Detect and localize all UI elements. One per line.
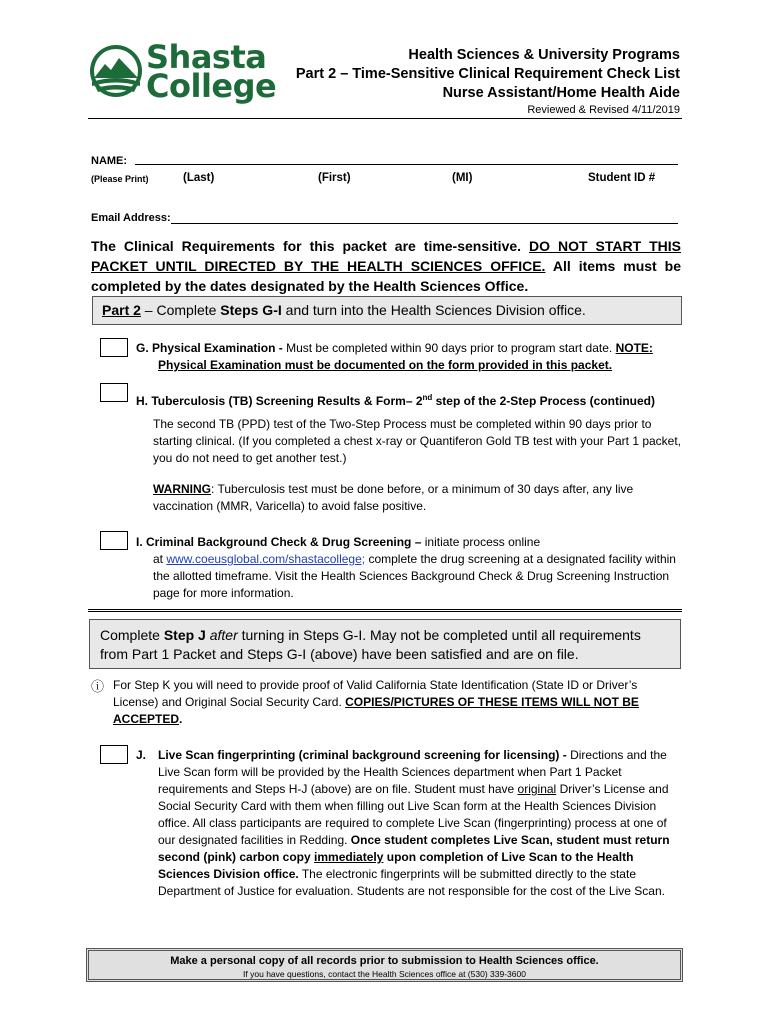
last-name-label: (Last) [183, 172, 215, 184]
item-j-b2: upon completion of Live Scan to the Health Sciences Division office. [158, 850, 634, 881]
item-h-title-b: step of the 2-Step Process (continued) [432, 394, 655, 408]
item-g [136, 340, 681, 374]
info-note [113, 677, 675, 728]
intro-bold1: The Clinical Requirements for this packet are time-sensitive. [91, 238, 522, 254]
item-j-body [158, 747, 680, 900]
intro-paragraph [91, 236, 681, 296]
student-id-label: Student ID # [588, 172, 656, 184]
item-h-title-a: H. Tuberculosis (TB) Screening Results & Form– 2 [136, 394, 423, 408]
header-subtitle: Part 2 – Time-Sensitive Clinical Requirement Check List [295, 66, 680, 82]
email-field[interactable] [171, 210, 678, 224]
item-i-at: at [153, 552, 167, 566]
footer-line1: Make a personal copy of all records prior to submission to Health Sciences office. [170, 955, 599, 967]
item-h-paragraph: The second TB (PPD) test of the Two-Step Process must be completed within 90 days prior to starting clinical. (If you completed a chest x-ray or Quantiferon Gold TB test with your Part 1 packet, you do not need to get another test.) [153, 417, 682, 465]
item-j-b1: Once student completes Live Scan, student must return second (pink) carbon copy [158, 833, 670, 864]
warning-label: WARNING [153, 482, 211, 496]
item-g-text: Must be completed within 90 days prior to program start date. [282, 341, 616, 355]
info-period: . [179, 712, 183, 726]
item-j-t3: The electronic fingerprints will be submitted directly to the state Department of Justice for evaluation. Students are not responsible for the cost of the Live Scan. [158, 867, 665, 898]
item-j-original: original [517, 782, 557, 796]
item-g-note: NOTE: [615, 341, 653, 355]
checkbox-item-h[interactable] [100, 383, 128, 402]
part2-rest: and turn into the Health Sciences Division office. [281, 302, 586, 318]
part2-dash: – Complete [140, 302, 221, 318]
part2-steps: Steps G-I [220, 302, 282, 318]
name-label: NAME: [91, 155, 128, 167]
footer-box [86, 948, 683, 982]
item-i [136, 534, 681, 551]
step-j-banner [89, 619, 681, 669]
item-i-body [153, 551, 683, 602]
item-g-note-line: Physical Examination must be documented on the form provided in this packet. [158, 358, 613, 372]
checkbox-item-g[interactable] [100, 338, 128, 357]
header-title: Health Sciences & University Programs [408, 47, 680, 63]
warning-text: : Tuberculosis test must be done before, or a minimum of 30 days after, any live vaccination (MMR, Varicella) to avoid false positive. [153, 482, 634, 513]
revised-date: Reviewed & Revised 4/11/2019 [527, 104, 680, 116]
item-h-sup: nd [422, 393, 433, 402]
part2-banner [92, 296, 682, 325]
first-name-label: (First) [318, 172, 351, 184]
checkbox-item-i[interactable] [100, 531, 128, 550]
step-j-label: Step J [163, 627, 206, 643]
item-j-immediately: immediately [314, 850, 384, 864]
checkbox-item-j[interactable] [100, 745, 128, 764]
item-h-warning [153, 481, 683, 515]
item-i-title: I. Criminal Background Check & Drug Screening – [136, 535, 422, 549]
name-field[interactable] [135, 151, 678, 165]
info-underline: COPIES/PICTURES OF THESE ITEMS WILL NOT BE ACCEPTED [113, 695, 639, 726]
step-j-rest: turning in Steps G-I. May not be completed until all requirements from Part 1 Packet and Steps G-I (above) have been satisfied and are on file. [100, 627, 641, 662]
item-j-letter: J. [136, 748, 147, 762]
item-j-title: Live Scan fingerprinting (criminal background screening for licensing) - [158, 748, 567, 762]
part2-label: Part 2 [102, 302, 141, 318]
logo-line2: College [146, 67, 277, 105]
item-g-letter: G. [136, 341, 149, 355]
intro-underline: DO NOT START THIS PACKET UNTIL DIRECTED BY THE HEALTH SCIENCES OFFICE. [91, 238, 682, 274]
step-j-pre: Complete [100, 627, 164, 643]
step-j-after: after [209, 627, 238, 643]
header-divider [88, 118, 682, 119]
info-icon: ⓘ [91, 679, 105, 694]
item-i-text2: complete the drug screening at a designated facility within the allotted timeframe. Visit the Health Sciences Background Check & Drug Screening Instruction page for more information. [153, 552, 676, 600]
item-j-t2: Driver’s License and Social Security Card with them when filling out Live Scan form at the Health Sciences Division office. All class participants are required to complete Live Scan (fingerprinting) process at one of our designated facilities in Redding. [158, 782, 669, 847]
mountain-logo-icon [88, 42, 144, 100]
item-j-t1: Directions and the Live Scan form will be provided by the Health Sciences department when Part 1 Packet requirements and Steps H-J (above) are on file. Student must have [158, 748, 667, 796]
logo-line1: Shasta [146, 38, 267, 76]
info-text: For Step K you will need to provide proof of Valid California State Identification (State ID or Driver’s License) and Original Social Security Card. [113, 678, 638, 709]
item-g-title: Physical Examination - [152, 341, 283, 355]
item-h-title [136, 389, 655, 410]
coeus-link[interactable]: www.coeusglobal.com/shastacollege; [166, 552, 366, 566]
email-label: Email Address: [91, 212, 171, 224]
header-program: Nurse Assistant/Home Health Aide [442, 85, 680, 101]
intro-bold2: All items must be completed by the dates designated by the Health Sciences Office. [91, 258, 681, 294]
section-divider [88, 609, 682, 612]
college-logo [88, 38, 277, 105]
mi-label: (MI) [452, 172, 473, 184]
footer-line2: If you have questions, contact the Health Sciences office at (530) 339-3600 [243, 969, 526, 979]
please-print-label: (Please Print) [91, 174, 149, 184]
item-i-text1: initiate process online [421, 535, 541, 549]
